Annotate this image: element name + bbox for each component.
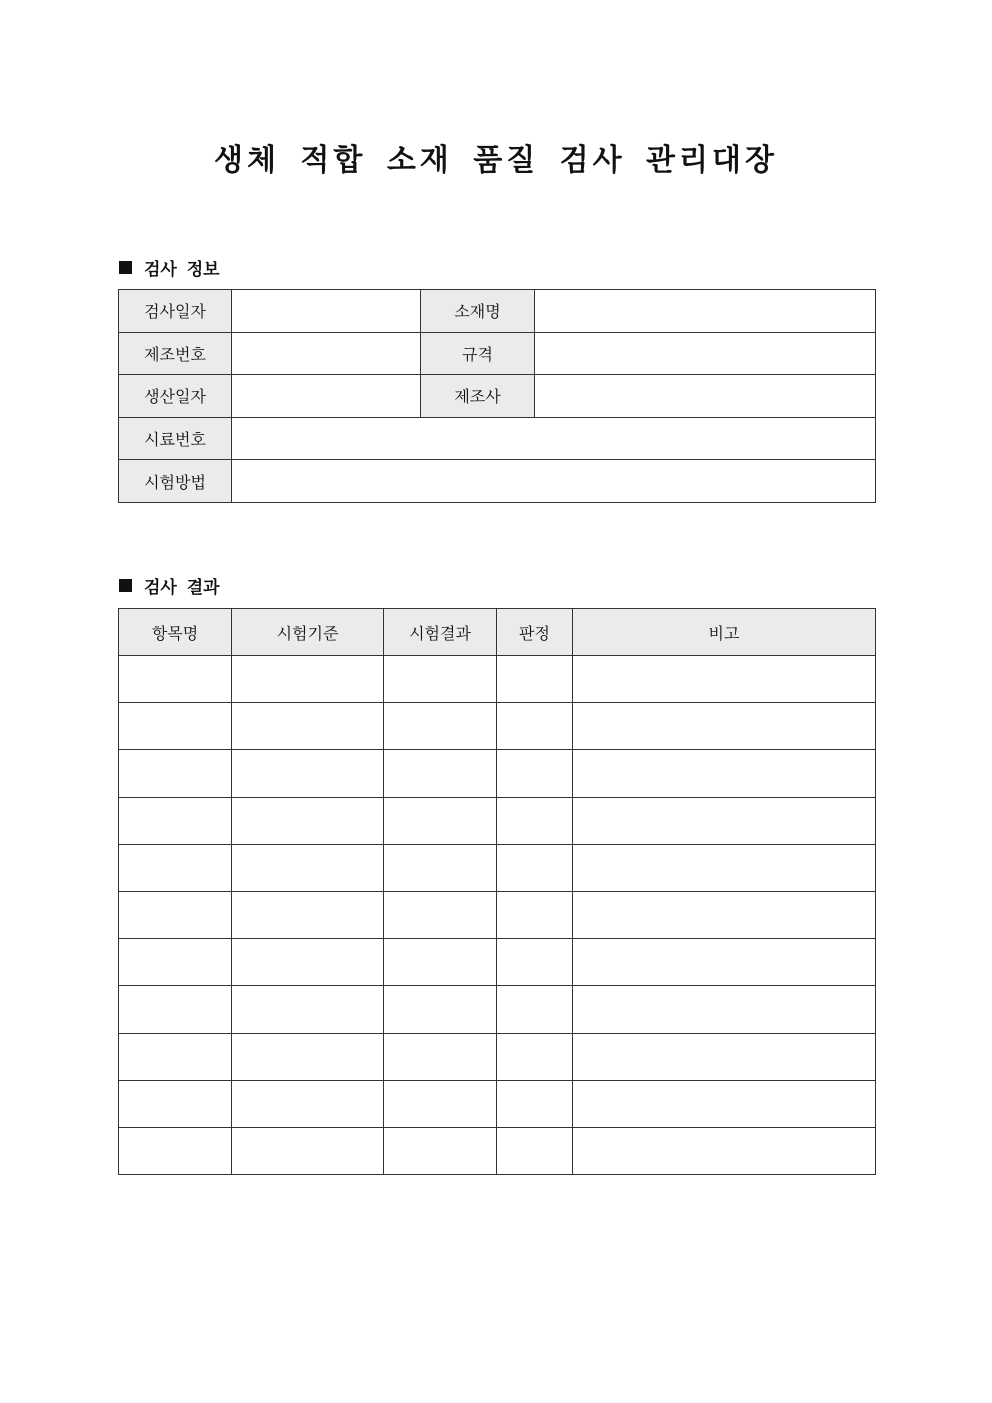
table-row xyxy=(119,1033,876,1080)
judgment-cell[interactable] xyxy=(497,656,573,703)
inspection-results-heading-text: 검사 결과 xyxy=(144,578,220,598)
info-row xyxy=(119,290,876,333)
judgment-cell[interactable] xyxy=(497,939,573,986)
info-row xyxy=(119,332,876,375)
judgment-cell[interactable] xyxy=(497,986,573,1033)
item-name-cell[interactable] xyxy=(119,1080,232,1127)
column-header-remarks: 비고 xyxy=(573,609,876,656)
inspection-date-label: 검사일자 xyxy=(119,290,232,333)
manufacturing-number-label: 제조번호 xyxy=(119,332,232,375)
test-method-label: 시험방법 xyxy=(119,460,232,503)
column-header-test-standard: 시험기준 xyxy=(232,609,384,656)
results-header-row xyxy=(119,609,876,656)
remarks-cell[interactable] xyxy=(573,703,876,750)
test-standard-cell[interactable] xyxy=(232,939,384,986)
judgment-cell[interactable] xyxy=(497,1127,573,1174)
item-name-cell[interactable] xyxy=(119,891,232,938)
test-result-cell[interactable] xyxy=(384,1127,497,1174)
material-name-label: 소재명 xyxy=(421,290,535,333)
item-name-cell[interactable] xyxy=(119,844,232,891)
test-standard-cell[interactable] xyxy=(232,986,384,1033)
manufacturing-number-field[interactable] xyxy=(232,332,421,375)
judgment-cell[interactable] xyxy=(497,844,573,891)
sample-number-label: 시료번호 xyxy=(119,417,232,460)
table-row xyxy=(119,844,876,891)
judgment-cell[interactable] xyxy=(497,1080,573,1127)
remarks-cell[interactable] xyxy=(573,1080,876,1127)
table-row xyxy=(119,939,876,986)
remarks-cell[interactable] xyxy=(573,797,876,844)
specification-field[interactable] xyxy=(535,332,876,375)
material-name-field[interactable] xyxy=(535,290,876,333)
inspection-info-heading-text: 검사 정보 xyxy=(144,260,220,280)
test-result-cell[interactable] xyxy=(384,797,497,844)
test-standard-cell[interactable] xyxy=(232,891,384,938)
judgment-cell[interactable] xyxy=(497,891,573,938)
square-bullet-icon xyxy=(119,579,132,592)
test-standard-cell[interactable] xyxy=(232,656,384,703)
item-name-cell[interactable] xyxy=(119,750,232,797)
test-standard-cell[interactable] xyxy=(232,703,384,750)
test-standard-cell[interactable] xyxy=(232,750,384,797)
inspection-results-heading xyxy=(119,573,220,598)
test-result-cell[interactable] xyxy=(384,844,497,891)
test-standard-cell[interactable] xyxy=(232,1127,384,1174)
test-result-cell[interactable] xyxy=(384,986,497,1033)
remarks-cell[interactable] xyxy=(573,986,876,1033)
results-body xyxy=(119,656,876,1175)
test-result-cell[interactable] xyxy=(384,750,497,797)
test-standard-cell[interactable] xyxy=(232,844,384,891)
table-row xyxy=(119,986,876,1033)
remarks-cell[interactable] xyxy=(573,1033,876,1080)
judgment-cell[interactable] xyxy=(497,703,573,750)
test-standard-cell[interactable] xyxy=(232,1080,384,1127)
item-name-cell[interactable] xyxy=(119,939,232,986)
item-name-cell[interactable] xyxy=(119,656,232,703)
remarks-cell[interactable] xyxy=(573,891,876,938)
table-row xyxy=(119,1127,876,1174)
remarks-cell[interactable] xyxy=(573,1127,876,1174)
remarks-cell[interactable] xyxy=(573,750,876,797)
column-header-test-result: 시험결과 xyxy=(384,609,497,656)
inspection-info-table xyxy=(118,289,876,503)
remarks-cell[interactable] xyxy=(573,656,876,703)
judgment-cell[interactable] xyxy=(497,750,573,797)
square-bullet-icon xyxy=(119,261,132,274)
info-row xyxy=(119,375,876,418)
production-date-field[interactable] xyxy=(232,375,421,418)
remarks-cell[interactable] xyxy=(573,939,876,986)
table-row xyxy=(119,656,876,703)
test-standard-cell[interactable] xyxy=(232,1033,384,1080)
specification-label: 규격 xyxy=(421,332,535,375)
manufacturer-label: 제조사 xyxy=(421,375,535,418)
inspection-results-table xyxy=(118,608,876,1175)
inspection-date-field[interactable] xyxy=(232,290,421,333)
column-header-judgment: 판정 xyxy=(497,609,573,656)
document-title: 생체 적합 소재 품질 검사 관리대장 xyxy=(214,143,778,178)
info-row xyxy=(119,417,876,460)
item-name-cell[interactable] xyxy=(119,1033,232,1080)
test-result-cell[interactable] xyxy=(384,703,497,750)
table-row xyxy=(119,1080,876,1127)
info-row xyxy=(119,460,876,503)
table-row xyxy=(119,703,876,750)
test-result-cell[interactable] xyxy=(384,1033,497,1080)
test-method-field[interactable] xyxy=(232,460,876,503)
judgment-cell[interactable] xyxy=(497,1033,573,1080)
test-result-cell[interactable] xyxy=(384,891,497,938)
test-standard-cell[interactable] xyxy=(232,797,384,844)
item-name-cell[interactable] xyxy=(119,986,232,1033)
sample-number-field[interactable] xyxy=(232,417,876,460)
table-row xyxy=(119,891,876,938)
item-name-cell[interactable] xyxy=(119,797,232,844)
item-name-cell[interactable] xyxy=(119,1127,232,1174)
item-name-cell[interactable] xyxy=(119,703,232,750)
test-result-cell[interactable] xyxy=(384,1080,497,1127)
inspection-info-heading xyxy=(119,255,220,280)
table-row xyxy=(119,797,876,844)
remarks-cell[interactable] xyxy=(573,844,876,891)
table-row xyxy=(119,750,876,797)
manufacturer-field[interactable] xyxy=(535,375,876,418)
test-result-cell[interactable] xyxy=(384,656,497,703)
column-header-item-name: 항목명 xyxy=(119,609,232,656)
test-result-cell[interactable] xyxy=(384,939,497,986)
production-date-label: 생산일자 xyxy=(119,375,232,418)
judgment-cell[interactable] xyxy=(497,797,573,844)
